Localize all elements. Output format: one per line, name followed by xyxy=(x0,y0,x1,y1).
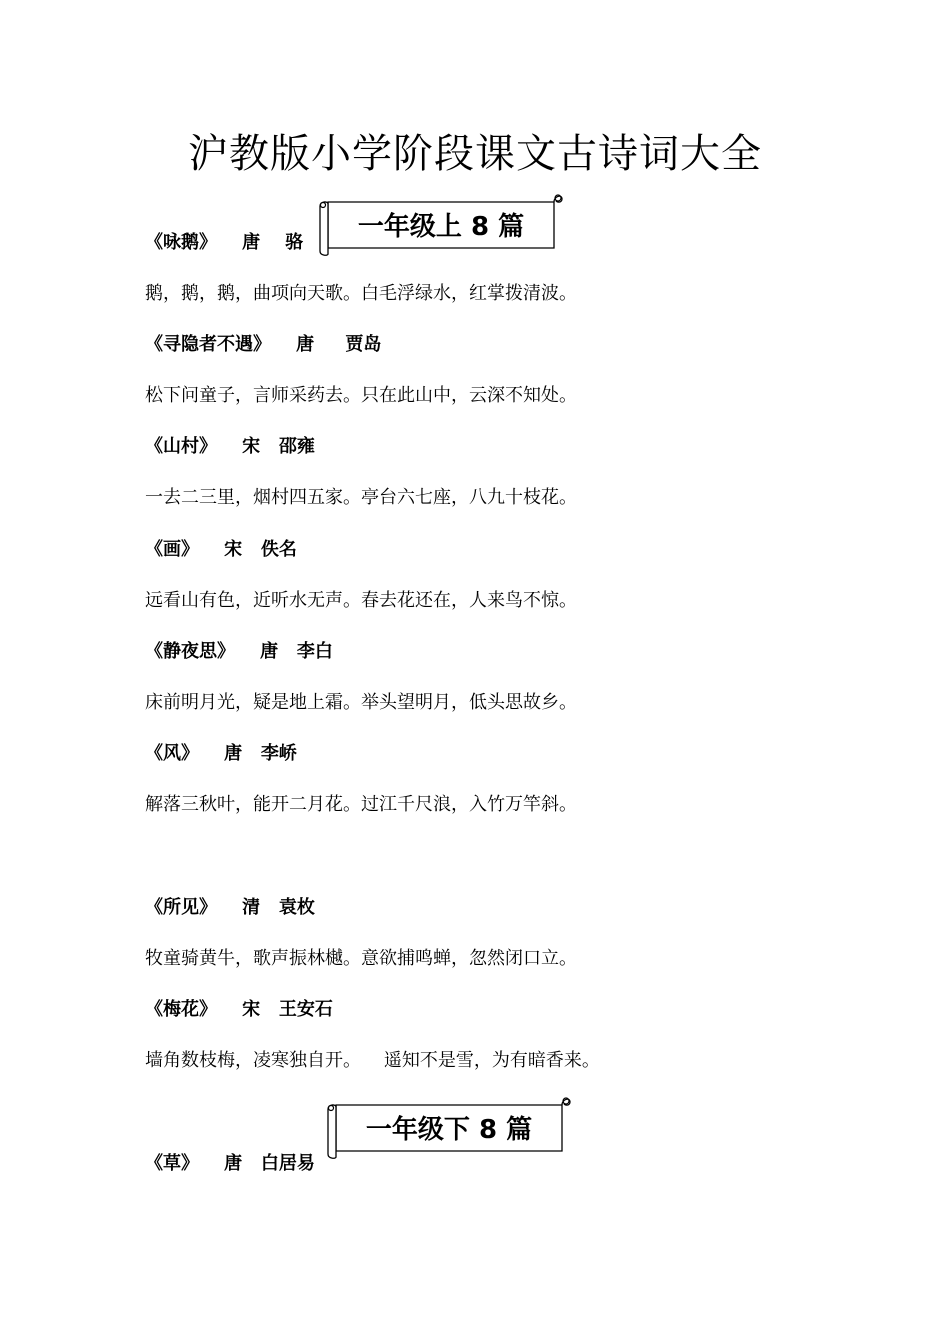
poem-text: 墙角数枝梅，凌寒独自开。 遥知不是雪，为有暗香来。 xyxy=(145,1050,600,1071)
poem-text: 松下问童子，言师采药去。只在此山中，云深不知处。 xyxy=(145,385,577,406)
banner-label: 一年级上 8 篇 xyxy=(357,211,525,242)
poem-title: 《山村》 宋 邵雍 xyxy=(145,436,315,457)
banner-label: 一年级下 8 篇 xyxy=(365,1114,533,1145)
poem-text: 鹅，鹅，鹅，曲项向天歌。白毛浮绿水，红掌拨清波。 xyxy=(145,283,577,304)
poem-text: 床前明月光，疑是地上霜。举头望明月，低头思故乡。 xyxy=(145,692,577,713)
poem-text: 远看山有色，近听水无声。春去花还在，人来鸟不惊。 xyxy=(145,590,577,611)
grade1-lower-banner xyxy=(324,1095,574,1159)
page-title: 沪教版小学阶段课文古诗词大全 xyxy=(188,131,762,177)
poem-text: 一去二三里，烟村四五家。亭台六七座，八九十枝花。 xyxy=(145,487,577,508)
poem-title: 《所见》 清 袁枚 xyxy=(145,897,315,918)
poem-text: 牧童骑黄牛，歌声振林樾。意欲捕鸣蝉，忽然闭口立。 xyxy=(145,948,577,969)
poem-title: 《梅花》 宋 王安石 xyxy=(145,999,333,1020)
poem-title: 《草》 唐 白居易 xyxy=(145,1153,315,1174)
poem-title: 《寻隐者不遇》 唐 贾岛 xyxy=(145,334,382,355)
poem-title: 《风》 唐 李峤 xyxy=(145,743,297,764)
poem-title: 《咏鹅》 唐 骆 xyxy=(145,232,304,253)
poem-text: 解落三秋叶，能开二月花。过江千尺浪，入竹万竿斜。 xyxy=(145,794,577,815)
poem-title: 《画》 宋 佚名 xyxy=(145,539,297,560)
poem-title: 《静夜思》 唐 李白 xyxy=(145,641,333,662)
grade1-upper-banner xyxy=(316,192,566,256)
